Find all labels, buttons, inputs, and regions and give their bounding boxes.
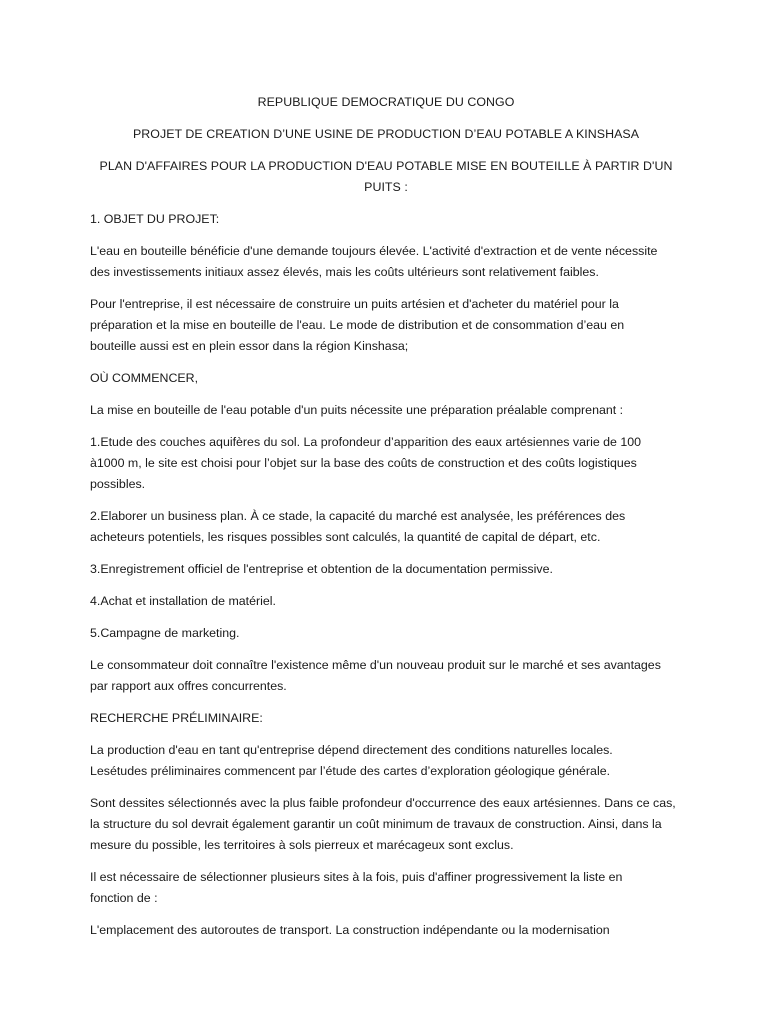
paragraph: [90, 740, 682, 782]
paragraph: [90, 655, 682, 697]
paragraph: [90, 241, 682, 283]
text-line: Lesétudes préliminaires commencent par l’étude des cartes d’exploration géologique générale.: [90, 764, 611, 778]
text-line: acheteurs potentiels, les risques possibles sont calculés, la quantité de capital de départ, etc.: [90, 530, 601, 544]
paragraph: [90, 591, 682, 612]
country-heading: REPUBLIQUE DEMOCRATIQUE DU CONGO: [257, 95, 515, 109]
paragraph: [90, 793, 682, 856]
text-line: L'emplacement des autoroutes de transport. La construction indépendante ou la modernisation: [90, 923, 610, 937]
text-line: Il est nécessaire de sélectionner plusieurs sites à la fois, puis d'affiner progressivement la liste en: [90, 870, 623, 884]
paragraph: [90, 559, 682, 580]
plan-heading: PLAN D'AFFAIRES POUR LA PRODUCTION D'EAU POTABLE MISE EN BOUTEILLE À PARTIR D'UN PUITS :: [99, 159, 673, 194]
paragraph: [90, 708, 682, 729]
paragraph: [90, 920, 682, 941]
text-line: préparation et la mise en bouteille de l'eau. Le mode de distribution et de consommation d’eau en: [90, 318, 625, 332]
paragraph: [90, 368, 682, 389]
paragraph: [90, 867, 682, 909]
text-line: 5.Campagne de marketing.: [90, 626, 240, 640]
project-heading: PROJET DE CREATION D’UNE USINE DE PRODUCTION D’EAU POTABLE A KINSHASA: [132, 127, 640, 141]
text-line: mesure du possible, les territoires à sols pierreux et marécageux sont exclus.: [90, 838, 514, 852]
text-line: fonction de :: [90, 891, 158, 905]
text-line: 4.Achat et installation de matériel.: [90, 594, 276, 608]
text-line: 3.Enregistrement officiel de l'entreprise et obtention de la documentation permissive.: [90, 562, 553, 576]
text-line: à1000 m, le site est choisi pour l’objet sur la base des coûts de construction et des coûts logistiques: [90, 456, 637, 470]
paragraph: [90, 432, 682, 495]
paragraph: [90, 623, 682, 644]
text-line: RECHERCHE PRÉLIMINAIRE:: [90, 711, 263, 725]
text-line: bouteille aussi est en plein essor dans la région Kinshasa;: [90, 339, 409, 353]
text-line: La mise en bouteille de l'eau potable d'un puits nécessite une préparation préalable comprenant :: [90, 403, 624, 417]
text-line: Le consommateur doit connaître l'existence même d'un nouveau produit sur le marché et ses avantages: [90, 658, 661, 672]
text-line: OÙ COMMENCER,: [90, 371, 199, 385]
paragraph: [90, 506, 682, 548]
paragraph: [90, 294, 682, 357]
paragraph: [90, 209, 682, 230]
text-line: 1.Etude des couches aquifères du sol. La profondeur d’apparition des eaux artésiennes varie de 100: [90, 435, 642, 449]
text-line: 2.Elaborer un business plan. À ce stade, la capacité du marché est analysée, les préférences des: [90, 509, 626, 523]
text-line: 1. OBJET DU PROJET:: [90, 212, 220, 226]
paragraph: [90, 400, 682, 421]
text-line: Pour l'entreprise, il est nécessaire de construire un puits artésien et d'acheter du matériel pour la: [90, 297, 619, 311]
document-body: [90, 209, 682, 941]
text-line: Sont dessites sélectionnés avec la plus faible profondeur d'occurrence des eaux artésiennes. Dans ce cas,: [90, 796, 676, 810]
text-line: des investissements initiaux assez élevés, mais les coûts ultérieurs sont relativement faibles.: [90, 265, 599, 279]
text-line: la structure du sol devrait également garantir un coût minimum de travaux de construction. Ainsi, dans la: [90, 817, 662, 831]
text-line: La production d'eau en tant qu'entreprise dépend directement des conditions naturelles locales.: [90, 743, 613, 757]
text-line: L'eau en bouteille bénéficie d'une demande toujours élevée. L'activité d'extraction et de vente nécessite: [90, 244, 658, 258]
text-line: par rapport aux offres concurrentes.: [90, 679, 287, 693]
text-line: possibles.: [90, 477, 146, 491]
